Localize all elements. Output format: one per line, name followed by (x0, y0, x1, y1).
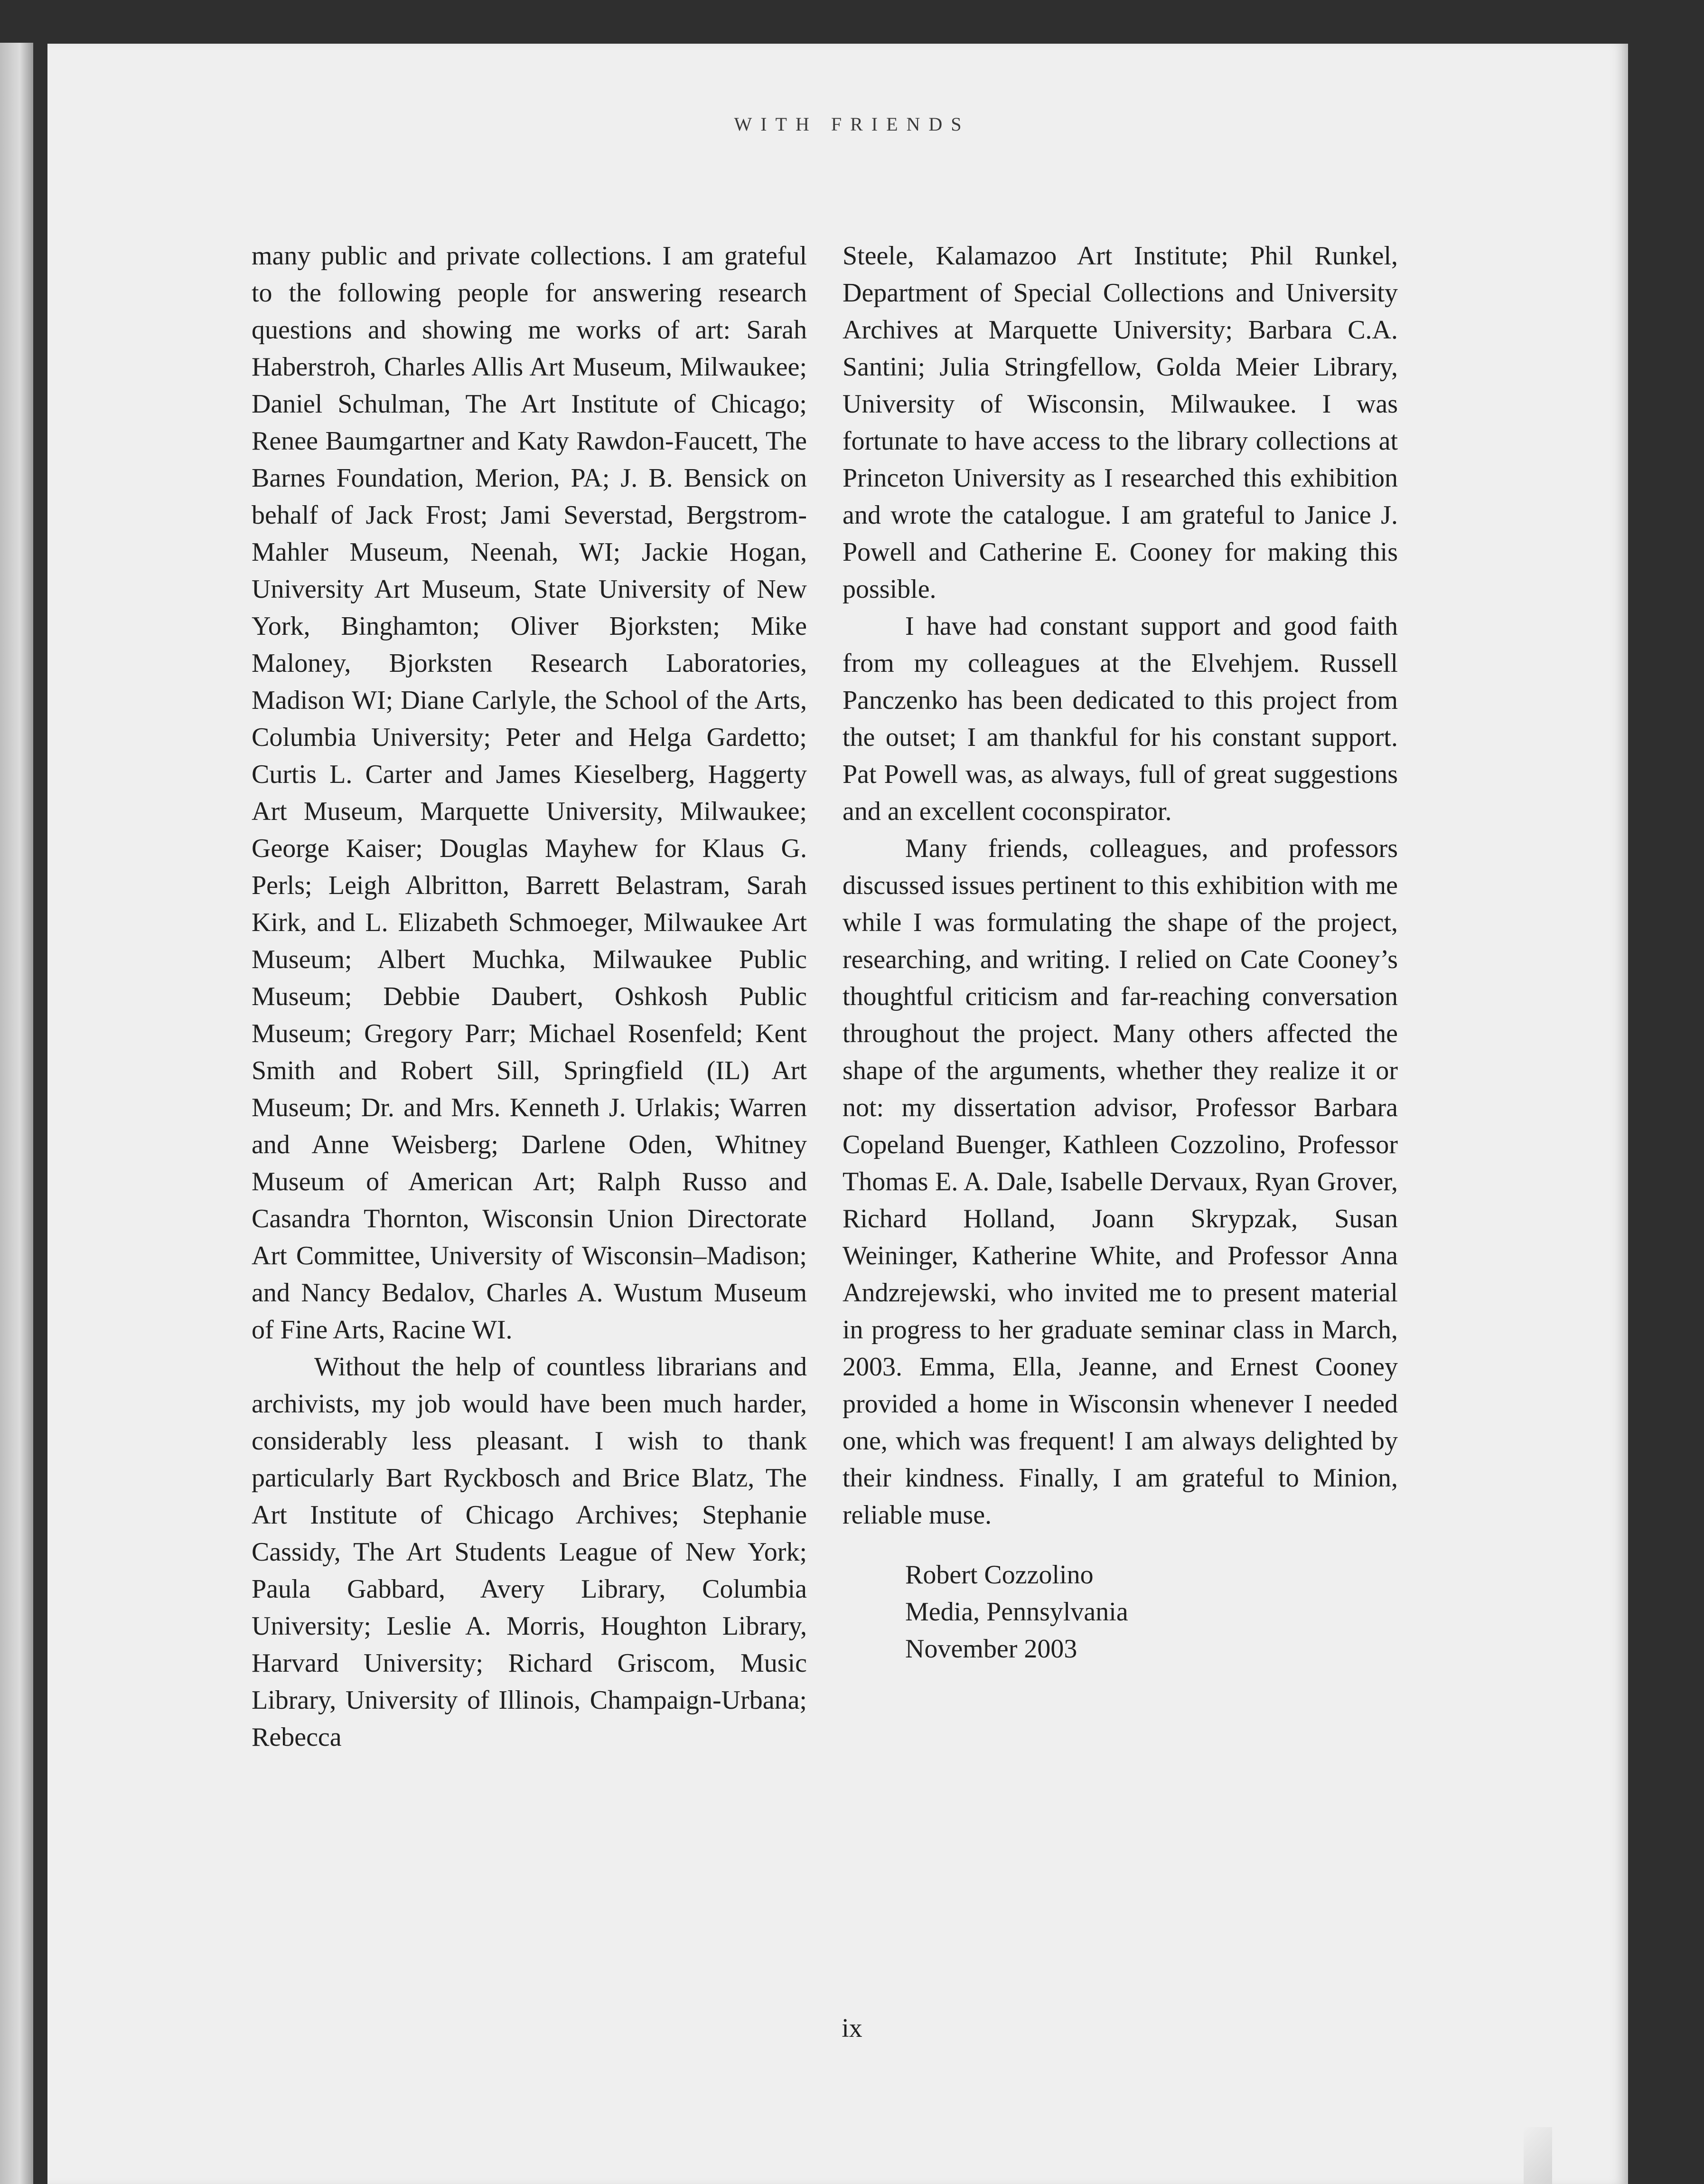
running-head: WITH FRIENDS (734, 113, 970, 135)
paragraph: I have had constant support and good faith from my colleagues at the Elvehjem. Russell Panczenko has been dedicated to this project from the outset; I am thankful for his constant support. Pat Powell was, as always, full of great suggestions and an excellent coconspirator. (843, 612, 1398, 826)
signature-place: Media, Pennsylvania (905, 1597, 1128, 1627)
signature-name: Robert Cozzolino (905, 1560, 1094, 1590)
paragraph: Without the help of countless librarians and archivists, my job would have been much harder, considerably less pleasant. I wish to thank particularly Bart Ryckbosch and Brice Blatz, The Art Institute of Chicago Archives; Stephanie Cassidy, The Art Students League of New York; Paula Gabbard, Avery Library, Columbia University; Leslie A. Morris, Houghton Library, Harvard University; Richard Griscom, Music Library, University of Illinois, Champaign-Urbana; Rebecca (252, 1352, 807, 1752)
paragraph: many public and private collections. I am grateful to the following people for answering research questions and showing me works of art: Sarah Haberstroh, Charles Allis Art Museum, Milwaukee; Daniel Schulman, The Art Institute of Chicago; Renee Baumgartner and Katy Rawdon-Faucett, The Barnes Foundation, Merion, PA; J. B. Bensick on behalf of Jack Frost; Jami Severstad, Bergstrom-Mahler Museum, Neenah, WI; Jackie Hogan, University Art Museum, State University of New York, Binghamton; Oliver Bjorksten; Mike Maloney, Bjorksten Research Laboratories, Madison WI; Diane Carlyle, the School of the Arts, Columbia University; Peter and Helga Gardetto; Curtis L. Carter and James Kieselberg, Haggerty Art Museum, Marquette University, Milwaukee; George Kaiser; Douglas Mayhew for Klaus G. Perls; Leigh Albritton, Barrett Belastram, Sarah Kirk, and L. Elizabeth Schmoeger, Milwaukee Art Museum; Albert Muchka, Milwaukee Public Museum; Debbie Daubert, Oshkosh Public Museum; Gregory Parr; Michael Rosenfeld; Kent Smith and Robert Sill, Springfield (IL) Art Museum; Dr. and Mrs. Kenneth J. Urlakis; Warren and Anne Weisberg; Darlene Oden, Whitney Museum of American Art; Ralph Russo and Casandra Thornton, Wisconsin Union Directorate Art Committee, University of Wisconsin–Madison; and Nancy Bedalov, Charles A. Wustum Museum of Fine Arts, Racine WI. (252, 241, 807, 1345)
left-column (252, 237, 807, 1756)
paragraph: Many friends, colleagues, and professors discussed issues pertinent to this exhibition with me while I was formulating the shape of the project, researching, and writing. I relied on Cate Cooney’s thoughtful criticism and far-reaching conversation throughout the project. Many others affected the shape of the arguments, whether they realize it or not: my dissertation advisor, Professor Barbara Copeland Buenger, Kathleen Cozzolino, Professor Thomas E. A. Dale, Isabelle Dervaux, Ryan Grover, Richard Holland, Joann Skrypzak, Susan Weininger, Katherine White, and Professor Anna Andzrejewski, who invited me to present material in progress to her graduate seminar class in March, 2003. Emma, Ella, Jeanne, and Ernest Cooney provided a home in Wisconsin whenever I needed one, which was frequent! I am always delighted by their kindness. Finally, I am grateful to Minion, reliable muse. (843, 834, 1398, 1530)
paragraph: Steele, Kalamazoo Art Institute; Phil Runkel, Department of Special Collections and University Archives at Marquette University; Barbara C.A. Santini; Julia Stringfellow, Golda Meier Library, University of Wisconsin, Milwaukee. I was fortunate to have access to the library collections at Princeton University as I researched this exhibition and wrote the catalogue. I am grateful to Janice J. Powell and Catherine E. Cooney for making this possible. (843, 241, 1398, 604)
previous-page-edge (0, 43, 33, 2184)
page-number: ix (842, 2014, 862, 2043)
page-corner-curl (1524, 2127, 1552, 2184)
signature-date: November 2003 (905, 1634, 1077, 1664)
right-column (843, 237, 1398, 1667)
signature-block (843, 1556, 1398, 1667)
